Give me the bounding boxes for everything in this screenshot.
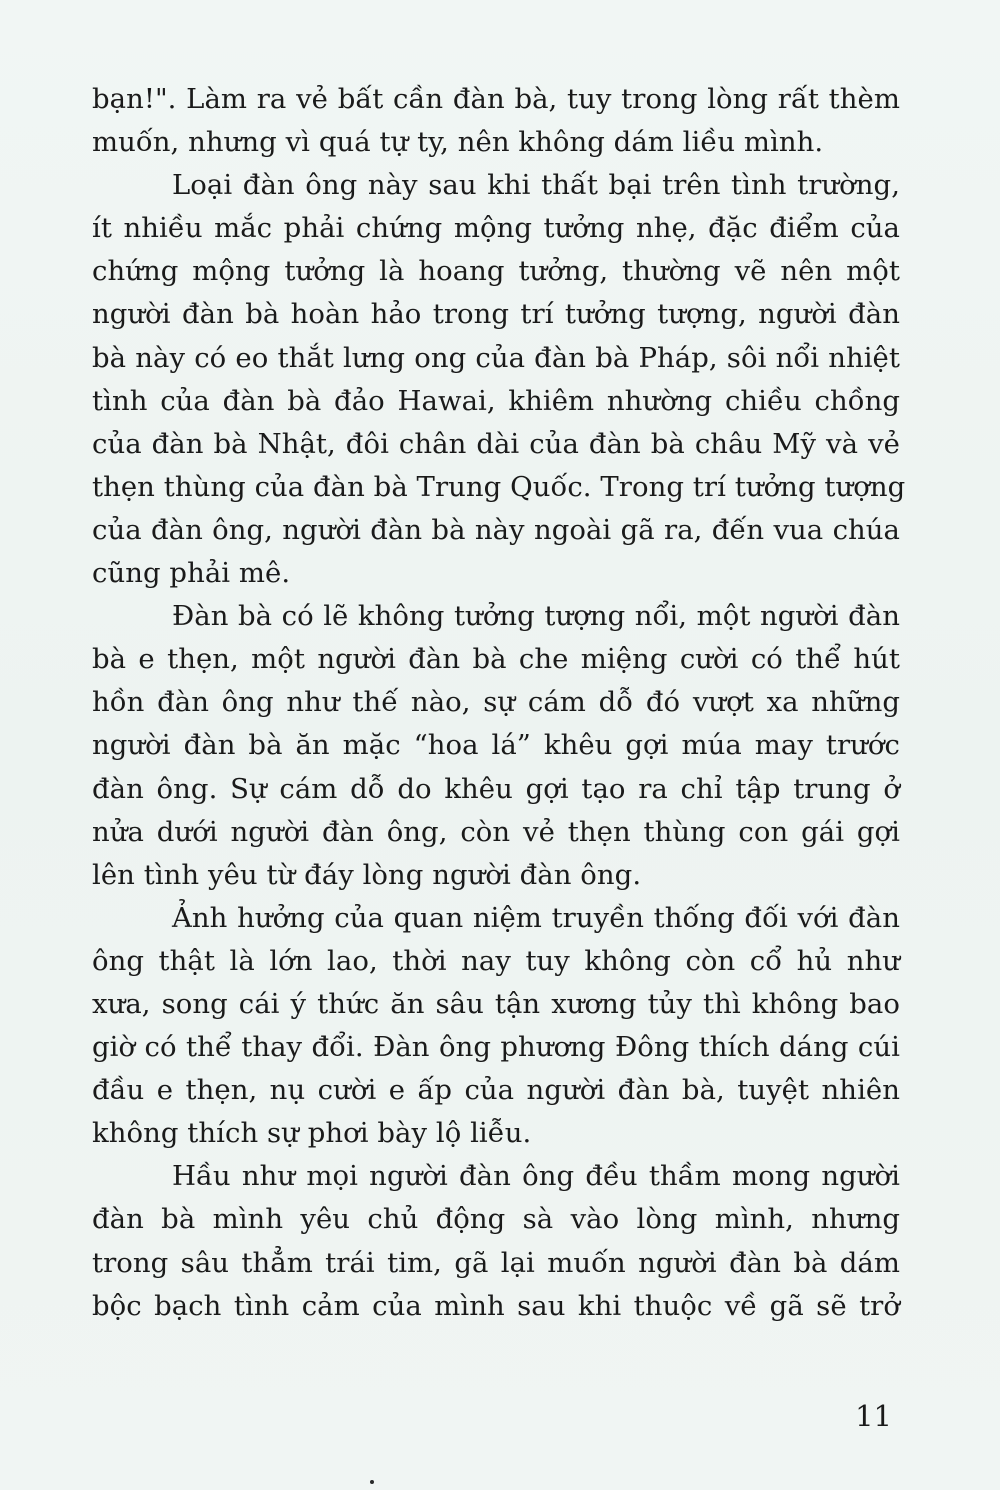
text-line: bà e thẹn, một người đàn bà che miệng cười có thể hút: [92, 643, 900, 676]
text-line: đàn bà mình yêu chủ động sà vào lòng mình, nhưng: [92, 1203, 900, 1236]
text-line: nửa dưới người đàn ông, còn vẻ thẹn thùng con gái gợi: [92, 815, 900, 848]
text-line: giờ có thể thay đổi. Đàn ông phương Đông thích dáng cúi: [92, 1031, 900, 1064]
text-line: hồn đàn ông như thế nào, sự cám dỗ đó vượt xa những: [92, 686, 900, 719]
text-line: của đàn bà Nhật, đôi chân dài của đàn bà châu Mỹ và vẻ: [92, 427, 900, 460]
text-line: bạn!". Làm ra vẻ bất cần đàn bà, tuy trong lòng rất thèm: [92, 83, 900, 115]
text-line: ít nhiều mắc phải chứng mộng tưởng nhẹ, đặc điểm của: [92, 212, 900, 245]
text-line: người đàn bà hoàn hảo trong trí tưởng tượng, người đàn: [92, 298, 900, 331]
text-line: muốn, nhưng vì quá tự ty, nên không dám liều mình.: [92, 126, 824, 159]
text-line: Đàn bà có lẽ không tưởng tượng nổi, một người đàn: [172, 600, 900, 633]
text-line: không thích sự phơi bày lộ liễu.: [92, 1117, 532, 1150]
text-line: chứng mộng tưởng là hoang tưởng, thường vẽ nên một: [92, 255, 900, 288]
text-line: bộc bạch tình cảm của mình sau khi thuộc về gã sẽ trở: [92, 1289, 900, 1322]
text-line: xưa, song cái ý thức ăn sâu tận xương tủy thì không bao: [92, 987, 900, 1020]
text-line: thẹn thùng của đàn bà Trung Quốc. Trong trí tưởng tượng: [92, 470, 906, 503]
text-line: đàn ông. Sự cám dỗ do khêu gợi tạo ra chỉ tập trung ở: [92, 772, 900, 805]
text-line: trong sâu thẳm trái tim, gã lại muốn người đàn bà dám: [92, 1246, 900, 1279]
text-line: bà này có eo thắt lưng ong của đàn bà Pháp, sôi nổi nhiệt: [92, 341, 900, 374]
page-number: 11: [855, 1399, 892, 1433]
text-line: của đàn ông, người đàn bà này ngoài gã ra, đến vua chúa: [92, 513, 900, 546]
text-line: Loại đàn ông này sau khi thất bại trên tình trường,: [172, 169, 900, 202]
text-line: ông thật là lớn lao, thời nay tuy không còn cổ hủ như: [92, 944, 900, 977]
text-line: cũng phải mê.: [92, 557, 291, 590]
body-text: [92, 78, 906, 1328]
text-line: người đàn bà ăn mặc “hoa lá” khêu gợi múa may trước: [92, 729, 900, 762]
print-speck: [370, 1480, 374, 1484]
text-line: Hầu như mọi người đàn ông đều thầm mong người: [172, 1160, 900, 1193]
text-line: đầu e thẹn, nụ cười e ấp của người đàn bà, tuyệt nhiên: [92, 1074, 900, 1107]
text-line: lên tình yêu từ đáy lòng người đàn ông.: [92, 858, 642, 891]
text-line: tình của đàn bà đảo Hawai, khiêm nhường chiều chồng: [92, 384, 900, 417]
text-line: Ảnh hưởng của quan niệm truyền thống đối với đàn: [172, 901, 900, 934]
